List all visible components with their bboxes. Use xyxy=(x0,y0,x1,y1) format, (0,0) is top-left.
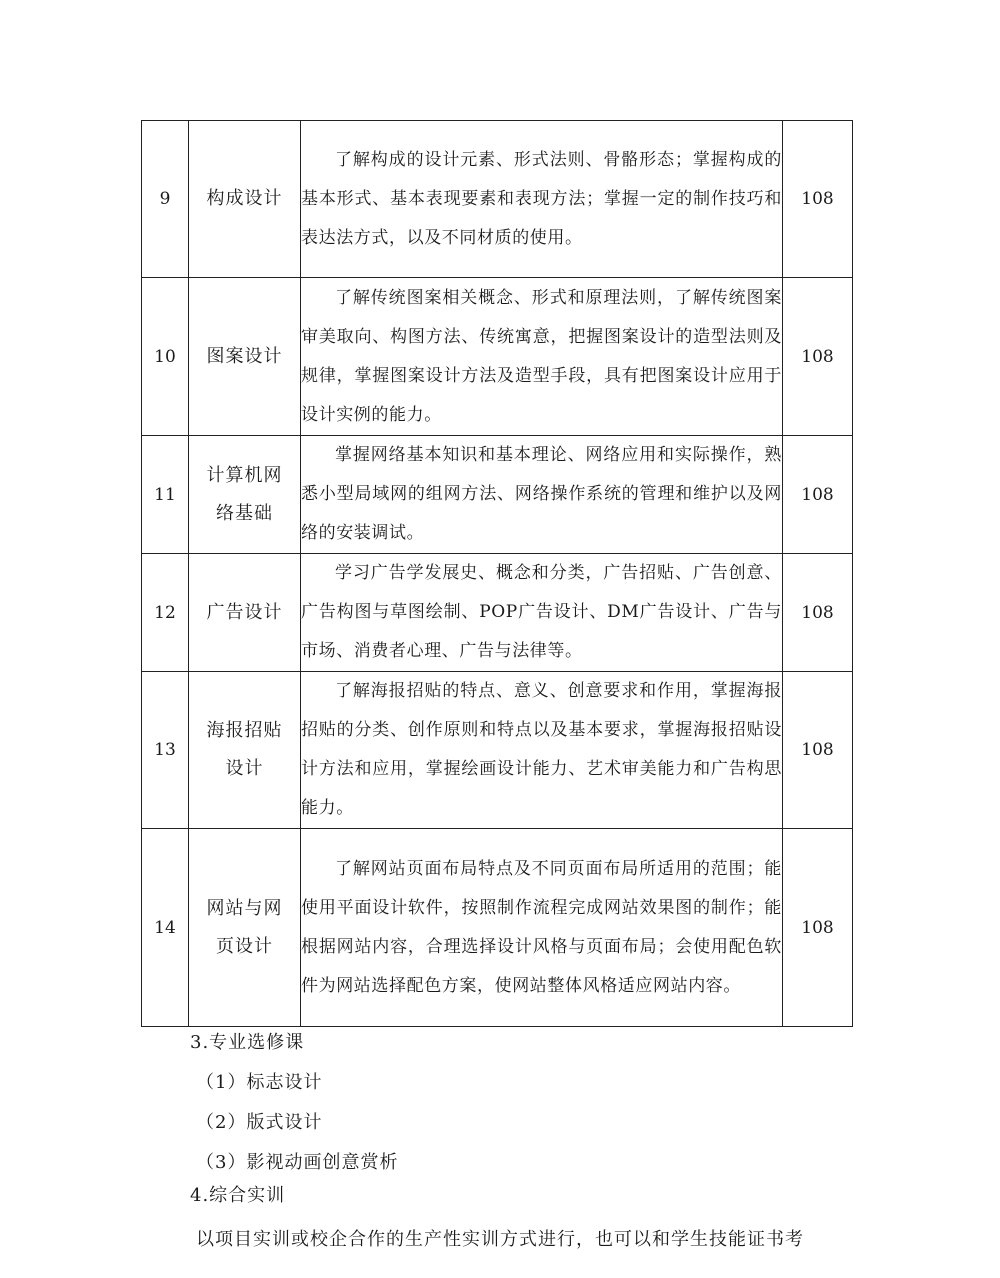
section-heading-electives: 3.专业选修课 xyxy=(190,1032,305,1053)
table-row xyxy=(142,829,853,1027)
course-hours: 108 xyxy=(783,672,853,829)
section-heading-training: 4.综合实训 xyxy=(190,1185,286,1206)
course-name: 图案设计 xyxy=(206,345,283,367)
course-description: 了解构成的设计元素、形式法则、骨骼形态；掌握构成的基本形式、基本表现要素和表现方法；掌握一定的制作技巧和表达法方式，以及不同材质的使用。 xyxy=(301,149,782,248)
course-name: 构成设计 xyxy=(206,188,283,209)
course-hours: 108 xyxy=(783,829,853,1027)
list-item: （2）版式设计 xyxy=(196,1112,323,1133)
course-name: 海报招贴设计 xyxy=(206,720,283,779)
table-row xyxy=(142,672,853,829)
list-item: （3）影视动画创意赏析 xyxy=(196,1152,399,1173)
course-name: 网站与网页设计 xyxy=(206,897,283,957)
course-description: 了解网站页面布局特点及不同页面布局所适用的范围；能使用平面设计软件，按照制作流程完成网站效果图的制作；能根据网站内容，合理选择设计风格与页面布局；会使用配色软件为网站选择配色方案，使网站整体风格适应网站内容。 xyxy=(301,858,782,996)
course-description: 了解海报招贴的特点、意义、创意要求和作用，掌握海报招贴的分类、创作原则和特点以及基本要求，掌握海报招贴设计方法和应用，掌握绘画设计能力、艺术审美能力和广告构思能力。 xyxy=(301,681,782,818)
table-row xyxy=(142,278,853,436)
row-number: 14 xyxy=(142,829,189,1027)
training-paragraph: 以项目实训或校企合作的生产性实训方式进行，也可以和学生技能证书考 xyxy=(196,1229,804,1250)
row-number: 11 xyxy=(142,436,189,554)
course-description: 学习广告学发展史、概念和分类，广告招贴、广告创意、广告构图与草图绘制、POP广告设计、DM广告设计、广告与市场、消费者心理、广告与法律等。 xyxy=(301,563,782,661)
list-item: （1）标志设计 xyxy=(196,1072,323,1093)
row-number: 13 xyxy=(142,672,189,829)
table-row xyxy=(142,554,853,672)
course-table xyxy=(141,120,853,1027)
course-description: 掌握网络基本知识和基本理论、网络应用和实际操作，熟悉小型局域网的组网方法、网络操作系统的管理和维护以及网络的安装调试。 xyxy=(301,445,782,543)
course-hours: 108 xyxy=(783,554,853,672)
course-hours: 108 xyxy=(783,121,853,278)
course-name: 计算机网络基础 xyxy=(206,464,283,524)
course-description: 了解传统图案相关概念、形式和原理法则，了解传统图案审美取向、构图方法、传统寓意，把握图案设计的造型法则及规律，掌握图案设计方法及造型手段，具有把图案设计应用于设计实例的能力。 xyxy=(301,287,782,425)
table-row xyxy=(142,121,853,278)
course-name: 广告设计 xyxy=(206,601,283,623)
row-number: 12 xyxy=(142,554,189,672)
row-number: 10 xyxy=(142,278,189,436)
course-hours: 108 xyxy=(783,278,853,436)
row-number: 9 xyxy=(142,121,189,278)
course-hours: 108 xyxy=(783,436,853,554)
table-row xyxy=(142,436,853,554)
